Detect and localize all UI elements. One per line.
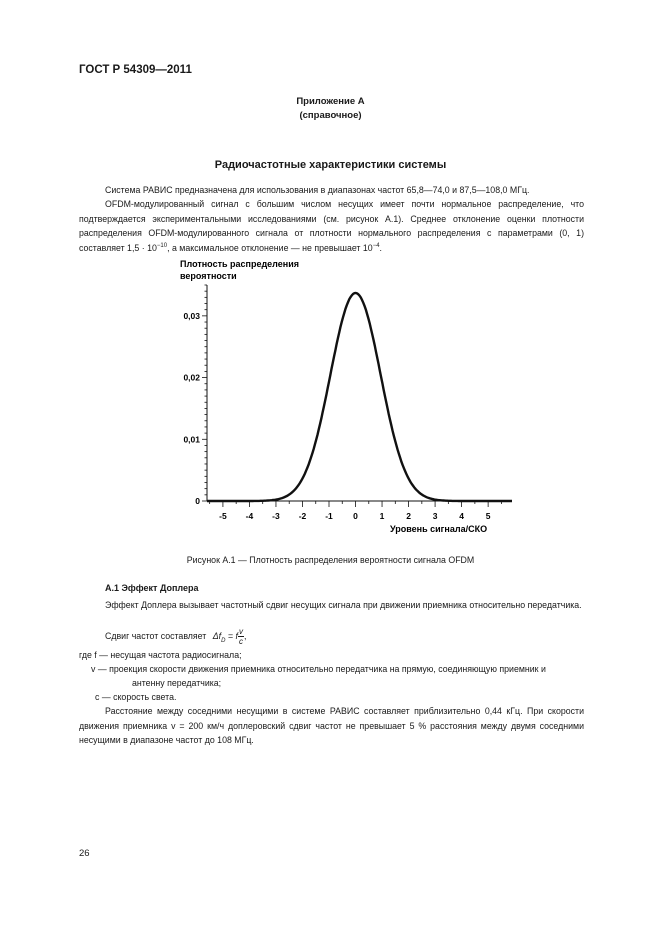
intro-paragraph-1: Система РАВИС предназначена для использования в диапазонах частот 65,8—74,0 и 87,5—108,0 МГц.: [105, 185, 530, 195]
y-tick-label: 0,01: [183, 434, 200, 445]
doppler-paragraph-1: Эффект Доплера вызывает частотный сдвиг несущих сигнала при движении приемника относительно передатчика.: [105, 600, 582, 610]
where-c: c — скорость света.: [95, 692, 177, 702]
chart-ylabel-line2: вероятности: [180, 271, 237, 281]
chart-x-ticks: [210, 501, 502, 521]
standard-header: ГОСТ Р 54309—2011: [79, 64, 192, 76]
doppler-formula: Сдвиг частот составляет $\Delta f_D = f$ $\frac{v}{c}$ ,: [105, 627, 247, 646]
x-tick-label: -4: [245, 511, 254, 521]
where-f: где f — несущая частота радиосигнала;: [79, 650, 242, 660]
x-tick-label: 0: [353, 511, 358, 521]
chart-y-ticks: [183, 285, 207, 506]
x-tick-label: -3: [272, 511, 280, 521]
y-tick-label: 0,03: [183, 310, 200, 321]
density-curve: [207, 293, 512, 501]
x-tick-label: 3: [432, 511, 438, 521]
figure-caption: Рисунок А.1 — Плотность распределения вероятности сигнала OFDM: [186, 555, 475, 565]
y-tick-label: 0: [195, 496, 200, 506]
x-tick-label: 2: [406, 511, 411, 521]
x-tick-label: -5: [219, 511, 227, 521]
section-title: Радиочастотные характеристики системы: [214, 159, 447, 171]
x-tick-label: 5: [485, 511, 491, 521]
doppler-heading: А.1 Эффект Доплера: [105, 583, 199, 593]
appendix-status: (справочное): [299, 110, 362, 121]
x-tick-label: -2: [298, 511, 307, 521]
page-number: 26: [79, 848, 90, 859]
where-v-line2: антенну передатчика;: [132, 678, 222, 688]
appendix-title: Приложение А: [296, 96, 365, 107]
doppler-paragraph-2: Расстояние между соседними несущими в системе РАВИС составляет приблизительно 0,44 кГц. При скорости движения приемника v = 200 км/ч доплеровский сдвиг частот не превышает 5 % расстояния между двумя соседними несущими в диапазоне частот до 108 МГц.: [79, 706, 584, 745]
where-v-line1: v — проекция скорости движения приемника относительно передатчика на прямую, соединяющую приемник и: [91, 664, 546, 674]
x-tick-label: -1: [325, 511, 333, 521]
x-tick-label: 4: [459, 511, 464, 521]
chart-axes: [207, 285, 512, 501]
chart-xlabel: Уровень сигнала/СКО: [390, 524, 488, 534]
x-tick-label: 1: [379, 511, 385, 521]
y-tick-label: 0,02: [183, 372, 200, 383]
formula-fraction: $\frac{v}{c}$: [238, 627, 243, 646]
intro-paragraph-2: OFDM-модулированный сигнал с большим числом несущих имеет почти нормальное распределение, что подтверждается экспериментальными исследованиями (см. рисунок А.1). Среднее отклонение оценки плотности распределения OFDM-модулированного сигнала от плотности нормального распределения с параметрами (0, 1) составляет $1,5 \cdot 10^{-10}$, а максимальное отклонение — не превышает $10^{-4}$.: [79, 199, 584, 253]
chart-ylabel: Плотность распределения: [180, 259, 299, 269]
